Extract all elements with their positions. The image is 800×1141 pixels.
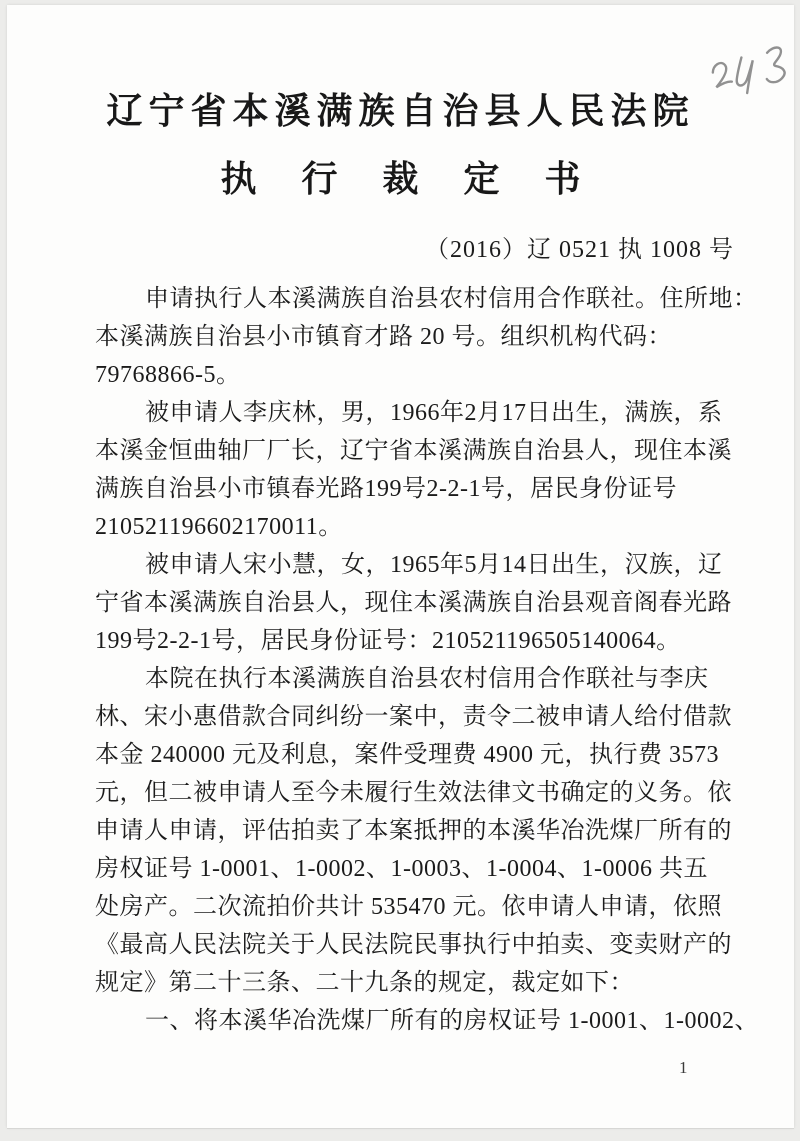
body-line: 宁省本溪满族自治县人，现住本溪满族自治县观音阁春光路 — [95, 590, 732, 616]
page-title-court-name: 辽宁省本溪满族自治县人民法院 — [106, 91, 695, 131]
body-line: 本院在执行本溪满族自治县农村信用合作联社与李庆 — [145, 666, 709, 692]
body-line: 199号2-2-1号，居民身份证号：210521196505140064。 — [95, 628, 681, 654]
document-type-title: 执 行 裁 定 书 — [220, 159, 599, 199]
body-line: 规定》第二十三条、二十九条的规定，裁定如下： — [95, 970, 634, 996]
body-line: 79768866-5。 — [95, 362, 241, 388]
body-line: 满族自治县小市镇春光路199号2-2-1号，居民身份证号 — [95, 476, 677, 502]
case-number: （2016）辽 0521 执 1008 号 — [425, 237, 734, 263]
body-line: 处房产。二次流拍价共计 535470 元。依申请人申请，依照 — [95, 894, 722, 920]
body-line: 申请人申请，评估拍卖了本案抵押的本溪华冶洗煤厂所有的 — [95, 818, 732, 844]
body-line: 本溪满族自治县小市镇育才路 20 号。组织机构代码： — [95, 324, 672, 350]
body-line: 一、将本溪华冶洗煤厂所有的房权证号 1-0001、1-0002、 — [145, 1008, 759, 1034]
body-line: 被申请人李庆林，男，1966年2月17日出生，满族，系 — [145, 400, 723, 426]
body-line: 被申请人宋小慧，女，1965年5月14日出生，汉族，辽 — [145, 552, 723, 578]
page-number: 1 — [679, 1058, 688, 1077]
body-line: 本金 240000 元及利息，案件受理费 4900 元，执行费 3573 — [95, 742, 719, 768]
body-line: 房权证号 1-0001、1-0002、1-0003、1-0004、1-0006 共五 — [95, 856, 708, 882]
body-line: 申请执行人本溪满族自治县农村信用合作联社。住所地： — [145, 286, 758, 312]
body-line: 林、宋小惠借款合同纠纷一案中，责令二被申请人给付借款 — [95, 704, 732, 730]
body-line: 210521196602170011。 — [95, 514, 343, 540]
document-body — [7, 280, 794, 1040]
body-line: 《最高人民法院关于人民法院民事执行中拍卖、变卖财产的 — [95, 932, 732, 958]
handwriting-strokes — [696, 34, 798, 106]
body-line: 元，但二被申请人至今未履行生效法律文书确定的义务。依 — [95, 780, 732, 806]
document-page — [7, 5, 794, 1128]
body-line: 本溪金恒曲轴厂厂长，辽宁省本溪满族自治县人，现住本溪 — [95, 438, 732, 464]
handwritten-note — [696, 34, 798, 111]
